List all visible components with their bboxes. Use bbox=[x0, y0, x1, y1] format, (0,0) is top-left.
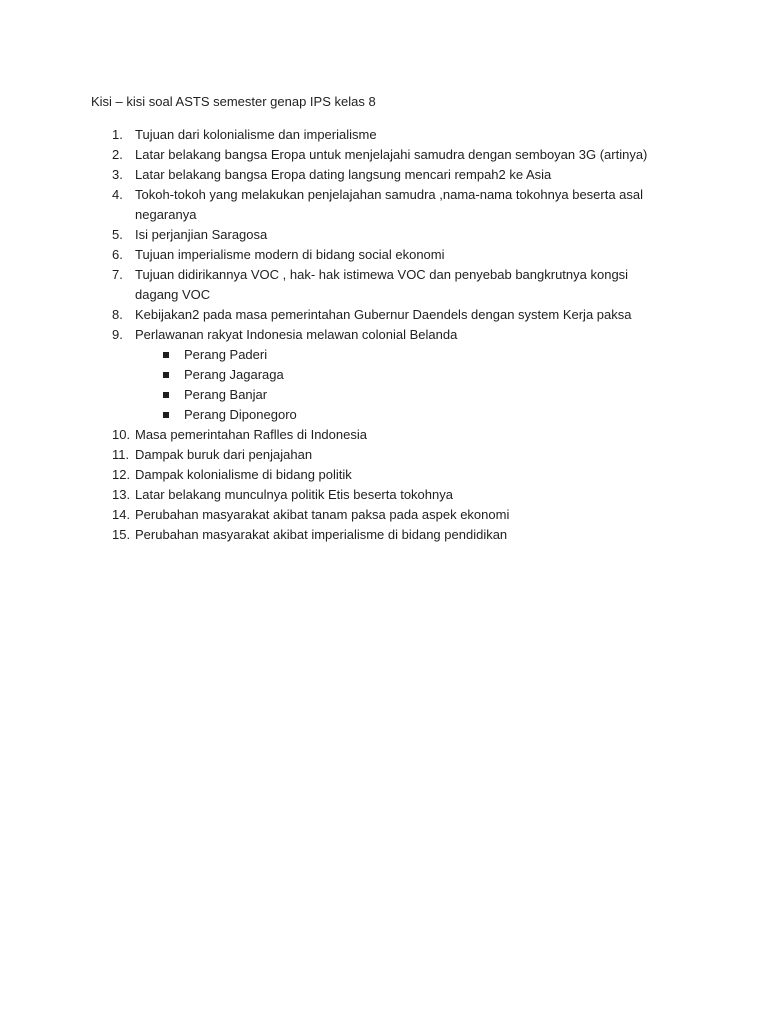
list-text-5: Isi perjanjian Saragosa bbox=[135, 227, 268, 242]
list-text-8: Kebijakan2 pada masa pemerintahan Gubernur Daendels dengan system Kerja paksa bbox=[135, 307, 632, 322]
sublist-text-diponegoro: Perang Diponegoro bbox=[184, 407, 297, 422]
list-number-8: 8. bbox=[112, 307, 123, 322]
list-item-13 bbox=[0, 485, 768, 505]
list-text-10: Masa pemerintahan Raflles di Indonesia bbox=[135, 427, 367, 442]
sublist-item-jagaraga bbox=[0, 365, 768, 385]
sublist-item-diponegoro bbox=[0, 405, 768, 425]
list-item-2 bbox=[0, 145, 768, 165]
list-number-9: 9. bbox=[112, 327, 123, 342]
list-text-15: Perubahan masyarakat akibat imperialisme di bidang pendidikan bbox=[135, 527, 508, 542]
list-text-3: Latar belakang bangsa Eropa dating langsung mencari rempah2 ke Asia bbox=[135, 167, 552, 182]
list-item-10 bbox=[0, 425, 768, 445]
list-number-15: 15. bbox=[112, 527, 131, 542]
list-text-6: Tujuan imperialisme modern di bidang social ekonomi bbox=[135, 247, 445, 262]
sublist-text-paderi: Perang Paderi bbox=[184, 347, 268, 362]
list-number-12: 12. bbox=[112, 467, 131, 482]
list-number-10: 10. bbox=[112, 427, 131, 442]
list-text-11: Dampak buruk dari penjajahan bbox=[135, 447, 313, 462]
list-item-15 bbox=[0, 525, 768, 545]
square-bullet-icon bbox=[163, 352, 169, 358]
list-text-12: Dampak kolonialisme di bidang politik bbox=[135, 467, 352, 482]
list-text-1: Tujuan dari kolonialisme dan imperialisme bbox=[135, 127, 377, 142]
list-number-7: 7. bbox=[112, 267, 123, 282]
list-item-11 bbox=[0, 445, 768, 465]
sublist-text-banjar: Perang Banjar bbox=[184, 387, 268, 402]
list-text-7: Tujuan didirikannya VOC , hak- hak istimewa VOC dan penyebab bangkrutnya kongsi dagang VOC bbox=[135, 267, 629, 302]
list-item-4 bbox=[0, 185, 768, 225]
list-text-9: Perlawanan rakyat Indonesia melawan colonial Belanda bbox=[135, 327, 458, 342]
list-number-14: 14. bbox=[112, 507, 131, 522]
question-outline-list bbox=[0, 125, 768, 545]
list-item-8 bbox=[0, 305, 768, 325]
resistance-wars-sublist bbox=[0, 345, 768, 425]
list-number-4: 4. bbox=[112, 187, 123, 202]
list-number-11: 11. bbox=[112, 447, 130, 462]
list-item-6 bbox=[0, 245, 768, 265]
list-number-6: 6. bbox=[112, 247, 123, 262]
list-number-3: 3. bbox=[112, 167, 123, 182]
list-item-5 bbox=[0, 225, 768, 245]
list-text-2: Latar belakang bangsa Eropa untuk menjelajahi samudra dengan semboyan 3G (artinya) bbox=[135, 147, 648, 162]
list-text-13: Latar belakang munculnya politik Etis beserta tokohnya bbox=[135, 487, 453, 502]
sublist-text-jagaraga: Perang Jagaraga bbox=[184, 367, 284, 382]
list-item-3 bbox=[0, 165, 768, 185]
list-item-9 bbox=[0, 325, 768, 425]
list-item-12 bbox=[0, 465, 768, 485]
square-bullet-icon bbox=[163, 372, 169, 378]
square-bullet-icon bbox=[163, 412, 169, 418]
list-number-2: 2. bbox=[112, 147, 123, 162]
list-text-14: Perubahan masyarakat akibat tanam paksa pada aspek ekonomi bbox=[135, 507, 510, 522]
list-item-7 bbox=[0, 265, 768, 305]
list-text-4: Tokoh-tokoh yang melakukan penjelajahan samudra ,nama-nama tokohnya beserta asal negaranya bbox=[135, 187, 644, 222]
sublist-item-paderi bbox=[0, 345, 768, 365]
list-number-5: 5. bbox=[112, 227, 123, 242]
list-item-1 bbox=[0, 125, 768, 145]
list-item-14 bbox=[0, 505, 768, 525]
document-title: Kisi – kisi soal ASTS semester genap IPS kelas 8 bbox=[91, 94, 376, 109]
sublist-item-banjar bbox=[0, 385, 768, 405]
list-number-1: 1. bbox=[112, 127, 123, 142]
square-bullet-icon bbox=[163, 392, 169, 398]
list-number-13: 13. bbox=[112, 487, 131, 502]
